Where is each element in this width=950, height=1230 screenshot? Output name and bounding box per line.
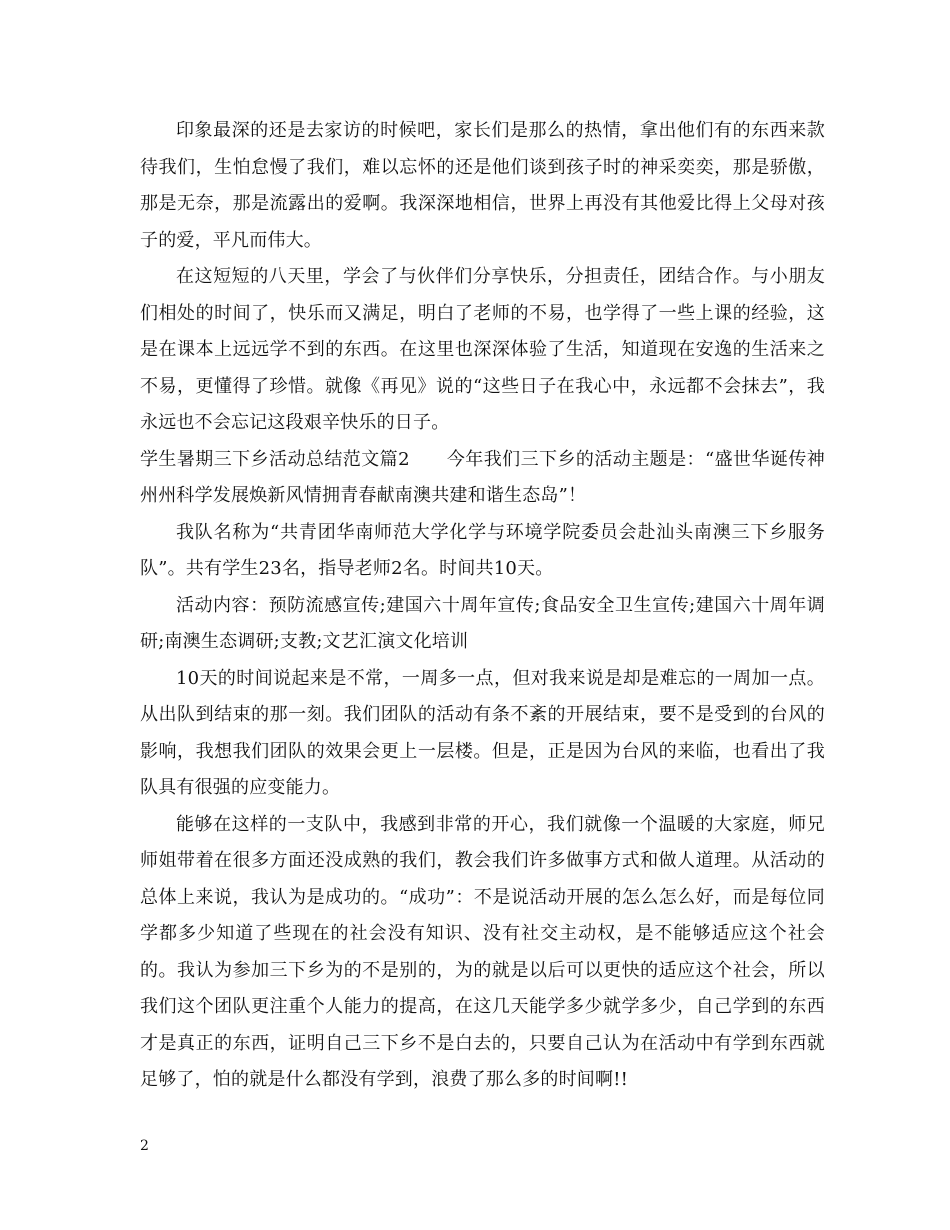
paragraph-ten-days: 10天的时间说起来是不常，一周多一点，但对我来说是却是难忘的一周加一点。从出队到结束的那一刻。我们团队的活动有条不紊的开展结束，要不是受到的台风的影响，我想我们团队的效果会更上一层楼。但是，正是因为台风的来临，也看出了我队具有很强的应变能力。 bbox=[140, 667, 825, 798]
paragraph-reflection: 能够在这样的一支队中，我感到非常的开心，我们就像一个温暖的大家庭，师兄师姐带着在很多方面还没成熟的我们，教会我们许多做事方式和做人道理。从活动的总体上来说，我认为是成功的。“成功”：不是说活动开展的怎么怎么好，而是每位同学都多少知道了些现在的社会没有知识、没有社交主动权，是不能够适应这个社会的。我认为参加三下乡为的不是别的，为的就是以后可以更快的适应这个社会，所以我们这个团队更注重个人能力的提高，在这几天能学多少就学多少，自己学到的东西才是真正的东西，证明自己三下乡不是白去的，只要自己认为在活动中有学到东西就足够了，怕的就是什么都没有学到，浪费了那么多的时间啊!! bbox=[140, 813, 825, 1090]
document-body bbox=[140, 113, 825, 1099]
page-number: 2 bbox=[140, 1138, 149, 1154]
paragraph-eight-days: 在这短短的八天里，学会了与伙伴们分享快乐，分担责任，团结合作。与小朋友们相处的时间了，快乐而又满足，明白了老师的不易，也学得了一些上课的经验，这是在课本上远远学不到的东西。在这里也深深体验了生活，知道现在安逸的生活来之不易，更懂得了珍惜。就像《再见》说的“这些日子在我心中，永远都不会抹去”，我永远也不会忘记这段艰辛快乐的日子。 bbox=[140, 266, 825, 433]
paragraph-home-visit: 印象最深的还是去家访的时候吧，家长们是那么的热情，拿出他们有的东西来款待我们，生怕怠慢了我们，难以忘怀的还是他们谈到孩子时的神采奕奕，那是骄傲，那是无奈，那是流露出的爱啊。我深深地相信，世界上再没有其他爱比得上父母对孩子的爱，平凡而伟大。 bbox=[140, 120, 825, 251]
section-heading-article-2: 学生暑期三下乡活动总结范文篇2 今年我们三下乡的活动主题是：“盛世华诞传神州州科学发展焕新风情拥青春献南澳共建和谐生态岛”！ bbox=[140, 448, 825, 506]
paragraph-activity-content: 活动内容：预防流感宣传;建国六十周年宣传;食品安全卫生宣传;建国六十周年调研;南澳生态调研;支教;文艺汇演文化培训 bbox=[140, 594, 825, 652]
paragraph-team-name: 我队名称为“共青团华南师范大学化学与环境学院委员会赴汕头南澳三下乡服务队”。共有学生23名，指导老师2名。时间共10天。 bbox=[140, 521, 825, 579]
